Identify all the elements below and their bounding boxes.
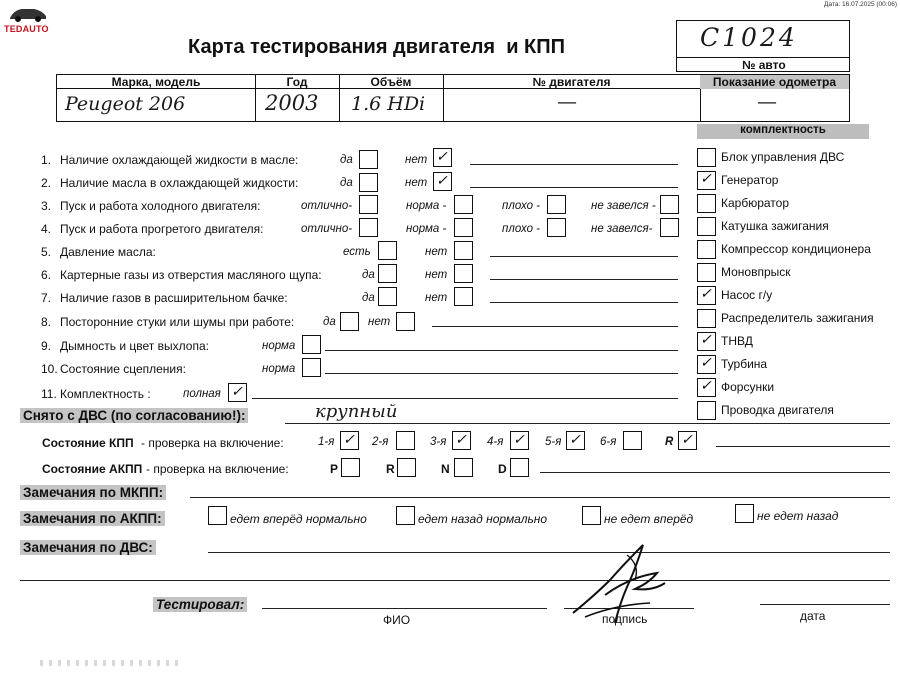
kit-item-label: Проводка двигателя xyxy=(721,403,834,417)
kpp-suffix: - проверка на включение: xyxy=(141,436,284,450)
answer-checkbox[interactable] xyxy=(660,218,679,237)
kit-item-label: Моновпрыск xyxy=(721,265,791,279)
header-engine-number: № двигателя xyxy=(532,75,611,89)
fio-line xyxy=(262,608,547,609)
gear-label: 1-я xyxy=(318,436,335,448)
page-title: Карта тестирования двигателя и КПП xyxy=(188,36,566,58)
answer-checkbox[interactable] xyxy=(302,335,321,354)
option-label: полная xyxy=(183,388,221,400)
gear-mark: ✓ xyxy=(513,432,525,448)
fill-line xyxy=(490,302,678,303)
kit-mark: ✓ xyxy=(700,378,712,394)
kit-checkbox[interactable] xyxy=(697,263,716,282)
fill-line xyxy=(540,472,890,473)
answer-checkbox[interactable] xyxy=(378,287,397,306)
answer-mark: ✓ xyxy=(436,149,448,165)
akpp-gear-label: D xyxy=(498,462,507,476)
answer-checkbox[interactable] xyxy=(359,150,378,169)
kit-header: комплектность xyxy=(697,124,869,139)
option-label: нет xyxy=(425,292,448,304)
gear-label: 3-я xyxy=(430,436,447,448)
gear-mark: ✓ xyxy=(681,432,693,448)
akpp-forward-ok-label: едет вперёд нормально xyxy=(230,512,367,526)
answer-checkbox[interactable] xyxy=(454,195,473,214)
akpp-gear-checkbox[interactable] xyxy=(397,458,416,477)
option-label: есть xyxy=(343,246,371,258)
question-number: 6. xyxy=(41,268,52,282)
gear-label: R xyxy=(665,436,674,448)
akpp-suffix: - проверка на включение: xyxy=(146,462,289,476)
akpp-no-backward-label: не едет назад xyxy=(757,509,839,523)
gear-checkbox[interactable] xyxy=(623,431,642,450)
fill-line xyxy=(325,373,678,374)
fio-label: ФИО xyxy=(383,613,411,627)
tested-by-label: Тестировал: xyxy=(153,597,247,612)
kit-mark: ✓ xyxy=(700,355,712,371)
answer-checkbox[interactable] xyxy=(660,195,679,214)
answer-checkbox[interactable] xyxy=(359,218,378,237)
fill-line xyxy=(190,497,890,498)
akpp-no-forward-checkbox[interactable] xyxy=(582,506,601,525)
question-number: 8. xyxy=(41,315,52,329)
value-model: Peugeot 206 xyxy=(65,93,186,115)
fill-line xyxy=(325,350,678,351)
info-table xyxy=(56,74,850,122)
option-label: не завелся- xyxy=(591,223,653,235)
question-number: 3. xyxy=(41,199,52,213)
fill-line xyxy=(285,423,890,424)
question-text: Картерные газы из отверстия масляного щупа: xyxy=(60,268,322,282)
option-label: нет xyxy=(425,246,448,258)
kit-checkbox[interactable] xyxy=(697,194,716,213)
option-label: да xyxy=(340,154,353,166)
signature-label: подпись xyxy=(602,612,648,626)
fill-line xyxy=(490,256,678,257)
question-number: 11. xyxy=(41,387,57,401)
kit-item-label: Компрессор кондиционера xyxy=(721,242,871,256)
logo-brand: TEDAUTO xyxy=(4,24,49,34)
fill-line xyxy=(716,446,890,447)
option-label: да xyxy=(340,177,353,189)
question-text: Наличие охлаждающей жидкости в масле: xyxy=(60,153,299,167)
akpp-no-backward-checkbox[interactable] xyxy=(735,504,754,523)
gear-mark: ✓ xyxy=(343,432,355,448)
question-number: 4. xyxy=(41,222,52,236)
option-label: нет xyxy=(405,154,428,166)
kit-item-label: Генератор xyxy=(721,173,779,187)
logo xyxy=(4,3,52,37)
option-label: да xyxy=(323,316,336,328)
removed-value: крупный xyxy=(315,401,398,422)
question-text: Наличие газов в расширительном бачке: xyxy=(60,291,288,305)
option-label: да xyxy=(362,269,375,281)
value-year: 2003 xyxy=(265,91,319,115)
akpp-label: Состояние АКПП xyxy=(42,462,143,476)
fill-line xyxy=(208,552,890,553)
option-label: норма - xyxy=(406,223,447,235)
akpp-gear-label: P xyxy=(330,462,339,476)
answer-checkbox[interactable] xyxy=(396,312,415,331)
option-label: не завелся - xyxy=(591,200,656,212)
gear-label: 2-я xyxy=(372,436,389,448)
option-label: отлично- xyxy=(301,223,353,235)
header-odometer: Показание одометра xyxy=(700,75,849,89)
answer-checkbox[interactable] xyxy=(378,241,397,260)
header-year: Год xyxy=(286,75,308,89)
kit-item-label: Катушка зажигания xyxy=(721,219,829,233)
option-label: плохо - xyxy=(502,200,540,212)
kit-mark: ✓ xyxy=(700,286,712,302)
fill-line xyxy=(432,326,678,327)
value-odometer: — xyxy=(757,89,777,113)
scan-artifact xyxy=(40,660,180,666)
question-text: Пуск и работа холодного двигателя: xyxy=(60,199,261,213)
value-volume: 1.6 HDi xyxy=(351,93,426,115)
answer-checkbox[interactable] xyxy=(359,173,378,192)
fill-line xyxy=(470,187,678,188)
akpp-remarks-label: Замечания по АКПП: xyxy=(20,511,165,526)
kit-item-label: Турбина xyxy=(721,357,768,371)
answer-checkbox[interactable] xyxy=(547,195,566,214)
fill-line xyxy=(470,164,678,165)
option-label: нет xyxy=(368,316,391,328)
auto-number-value: C1024 xyxy=(700,23,798,52)
auto-number-label: № авто xyxy=(742,58,786,72)
akpp-gear-checkbox[interactable] xyxy=(454,458,473,477)
kit-item-label: Карбюратор xyxy=(721,196,790,210)
value-engine-number: — xyxy=(557,89,577,113)
kit-item-label: Распределитель зажигания xyxy=(721,311,874,325)
akpp-gear-checkbox[interactable] xyxy=(510,458,529,477)
gear-label: 6-я xyxy=(600,436,617,448)
kit-item-label: ТНВД xyxy=(721,334,753,348)
handwritten-signature xyxy=(565,525,675,635)
kit-mark: ✓ xyxy=(700,171,712,187)
question-text: Посторонние стуки или шумы при работе: xyxy=(60,315,295,329)
fill-line xyxy=(252,398,678,399)
removed-label: Снято с ДВС (по согласованию!): xyxy=(20,408,248,423)
kit-checkbox[interactable] xyxy=(697,148,716,167)
option-label: норма - xyxy=(406,200,447,212)
answer-checkbox[interactable] xyxy=(547,218,566,237)
answer-checkbox[interactable] xyxy=(454,241,473,260)
header-volume: Объём xyxy=(370,75,412,89)
kit-item-label: Насос г/у xyxy=(721,288,773,302)
option-label: норма xyxy=(262,340,296,352)
gear-label: 4-я xyxy=(487,436,504,448)
kit-checkbox[interactable] xyxy=(697,309,716,328)
kpp-label: Состояние КПП xyxy=(42,436,134,450)
gear-label: 5-я xyxy=(545,436,562,448)
answer-checkbox[interactable] xyxy=(340,312,359,331)
fill-line xyxy=(20,580,890,581)
question-number: 9. xyxy=(41,339,52,353)
kit-mark: ✓ xyxy=(700,332,712,348)
question-number: 2. xyxy=(41,176,52,190)
question-text: Состояние сцепления: xyxy=(60,362,186,376)
question-number: 1. xyxy=(41,153,52,167)
answer-mark: ✓ xyxy=(436,173,448,189)
kit-item-label: Форсунки xyxy=(721,380,775,394)
option-label: норма xyxy=(262,363,296,375)
answer-checkbox[interactable] xyxy=(359,195,378,214)
mkpp-remarks-label: Замечания по МКПП: xyxy=(20,485,166,500)
option-label: да xyxy=(362,292,375,304)
answer-checkbox[interactable] xyxy=(454,287,473,306)
akpp-backward-ok-label: едет назад нормально xyxy=(418,512,548,526)
question-text: Давление масла: xyxy=(60,245,156,259)
question-text: Пуск и работа прогретого двигателя: xyxy=(60,222,264,236)
option-label: нет xyxy=(405,177,428,189)
question-text: Дымность и цвет выхлопа: xyxy=(60,339,209,353)
kit-checkbox[interactable] xyxy=(697,401,716,420)
akpp-no-forward-label: не едет вперёд xyxy=(604,512,694,526)
akpp-gear-checkbox[interactable] xyxy=(341,458,360,477)
question-text: Комплектность : xyxy=(60,387,151,401)
answer-mark: ✓ xyxy=(231,384,243,400)
answer-checkbox[interactable] xyxy=(454,264,473,283)
header-model: Марка, модель xyxy=(111,75,201,89)
dvs-remarks-label: Замечания по ДВС: xyxy=(20,540,156,555)
date-label: дата xyxy=(800,609,826,623)
question-number: 5. xyxy=(41,245,52,259)
date-line xyxy=(760,604,890,605)
gear-mark: ✓ xyxy=(455,432,467,448)
option-label: плохо - xyxy=(502,223,540,235)
kit-checkbox[interactable] xyxy=(697,240,716,259)
answer-checkbox[interactable] xyxy=(454,218,473,237)
option-label: отлично- xyxy=(301,200,353,212)
gear-mark: ✓ xyxy=(569,432,581,448)
car-logo-icon xyxy=(8,5,48,23)
gear-checkbox[interactable] xyxy=(396,431,415,450)
kit-checkbox[interactable] xyxy=(697,217,716,236)
akpp-forward-ok-checkbox[interactable] xyxy=(208,506,227,525)
akpp-gear-label: N xyxy=(441,462,450,476)
akpp-backward-ok-checkbox[interactable] xyxy=(396,506,415,525)
akpp-gear-label: R xyxy=(386,462,395,476)
question-text: Наличие масла в охлаждающей жидкости: xyxy=(60,176,299,190)
answer-checkbox[interactable] xyxy=(378,264,397,283)
fill-line xyxy=(490,279,678,280)
kit-item-label: Блок управления ДВС xyxy=(721,150,845,164)
date-stamp: Дата: 16.07.2025 (00:06) xyxy=(824,1,897,8)
question-number: 10. xyxy=(41,362,58,376)
option-label: нет xyxy=(425,269,448,281)
question-number: 7. xyxy=(41,291,52,305)
answer-checkbox[interactable] xyxy=(302,358,321,377)
